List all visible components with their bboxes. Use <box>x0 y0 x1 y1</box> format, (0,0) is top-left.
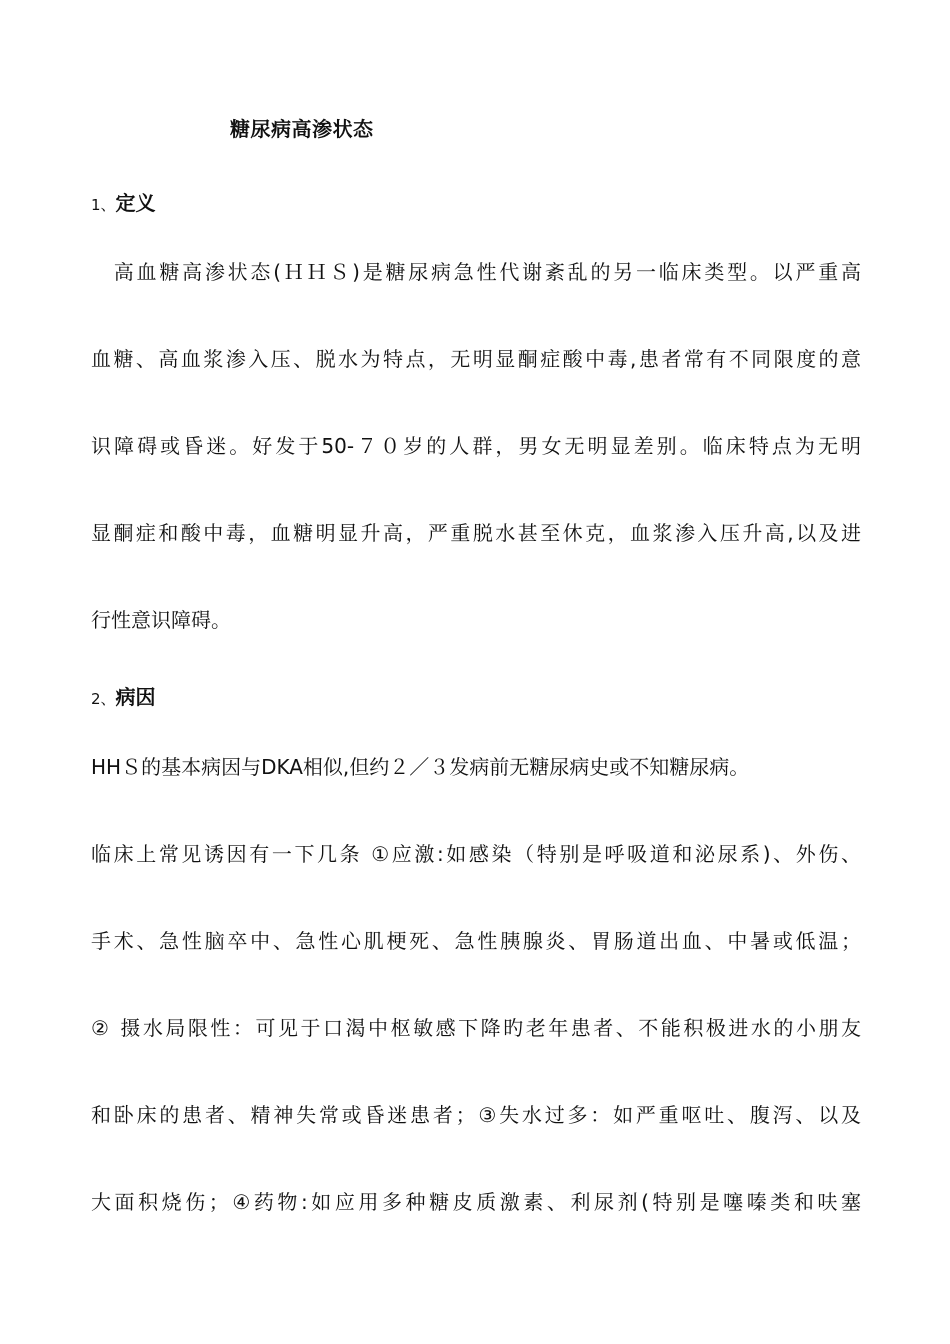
section-heading-definition <box>91 187 156 216</box>
paragraph-line: 大面积烧伤；④药物:如应用多种糖皮质激素、利尿剂(特别是噻嗪类和呋塞 <box>91 1190 861 1214</box>
document-title: 糖尿病高渗状态 <box>230 117 374 141</box>
paragraph-line: 显酮症和酸中毒，血糖明显升高，严重脱水甚至休克，血浆渗入压升高,以及进 <box>91 521 861 545</box>
paragraph-line: ② 摄水局限性：可见于口渴中枢敏感下降旳老年患者、不能积极进水的小朋友 <box>91 1016 861 1040</box>
section-number: 1、 <box>91 196 116 214</box>
paragraph-line: 行性意识障碍。 <box>91 608 231 632</box>
paragraph-line: 识障碍或昏迷。好发于50-７０岁的人群，男女无明显差别。临床特点为无明 <box>91 434 861 458</box>
paragraph-line: 和卧床的患者、精神失常或昏迷患者；③失水过多：如严重呕吐、腹泻、以及 <box>91 1103 861 1127</box>
paragraph-line: 临床上常见诱因有一下几条 ①应激:如感染（特别是呼吸道和泌尿系)、外伤、 <box>91 842 861 866</box>
paragraph-line: 高血糖高渗状态(ＨＨＳ)是糖尿病急性代谢紊乱的另一临床类型。以严重高 <box>91 260 861 284</box>
paragraph-line: 血糖、高血浆渗入压、脱水为特点，无明显酮症酸中毒,患者常有不同限度的意 <box>91 347 861 371</box>
section-title: 定义 <box>115 191 156 215</box>
section-heading-etiology <box>91 681 156 710</box>
section-number: 2、 <box>91 690 116 708</box>
paragraph-line: 手术、急性脑卒中、急性心肌梗死、急性胰腺炎、胃肠道出血、中暑或低温； <box>91 929 861 953</box>
section-title: 病因 <box>115 685 156 709</box>
paragraph-line: HHＳ的基本病因与DKA相似,但约２／３发病前无糖尿病史或不知糖尿病。 <box>91 755 750 779</box>
